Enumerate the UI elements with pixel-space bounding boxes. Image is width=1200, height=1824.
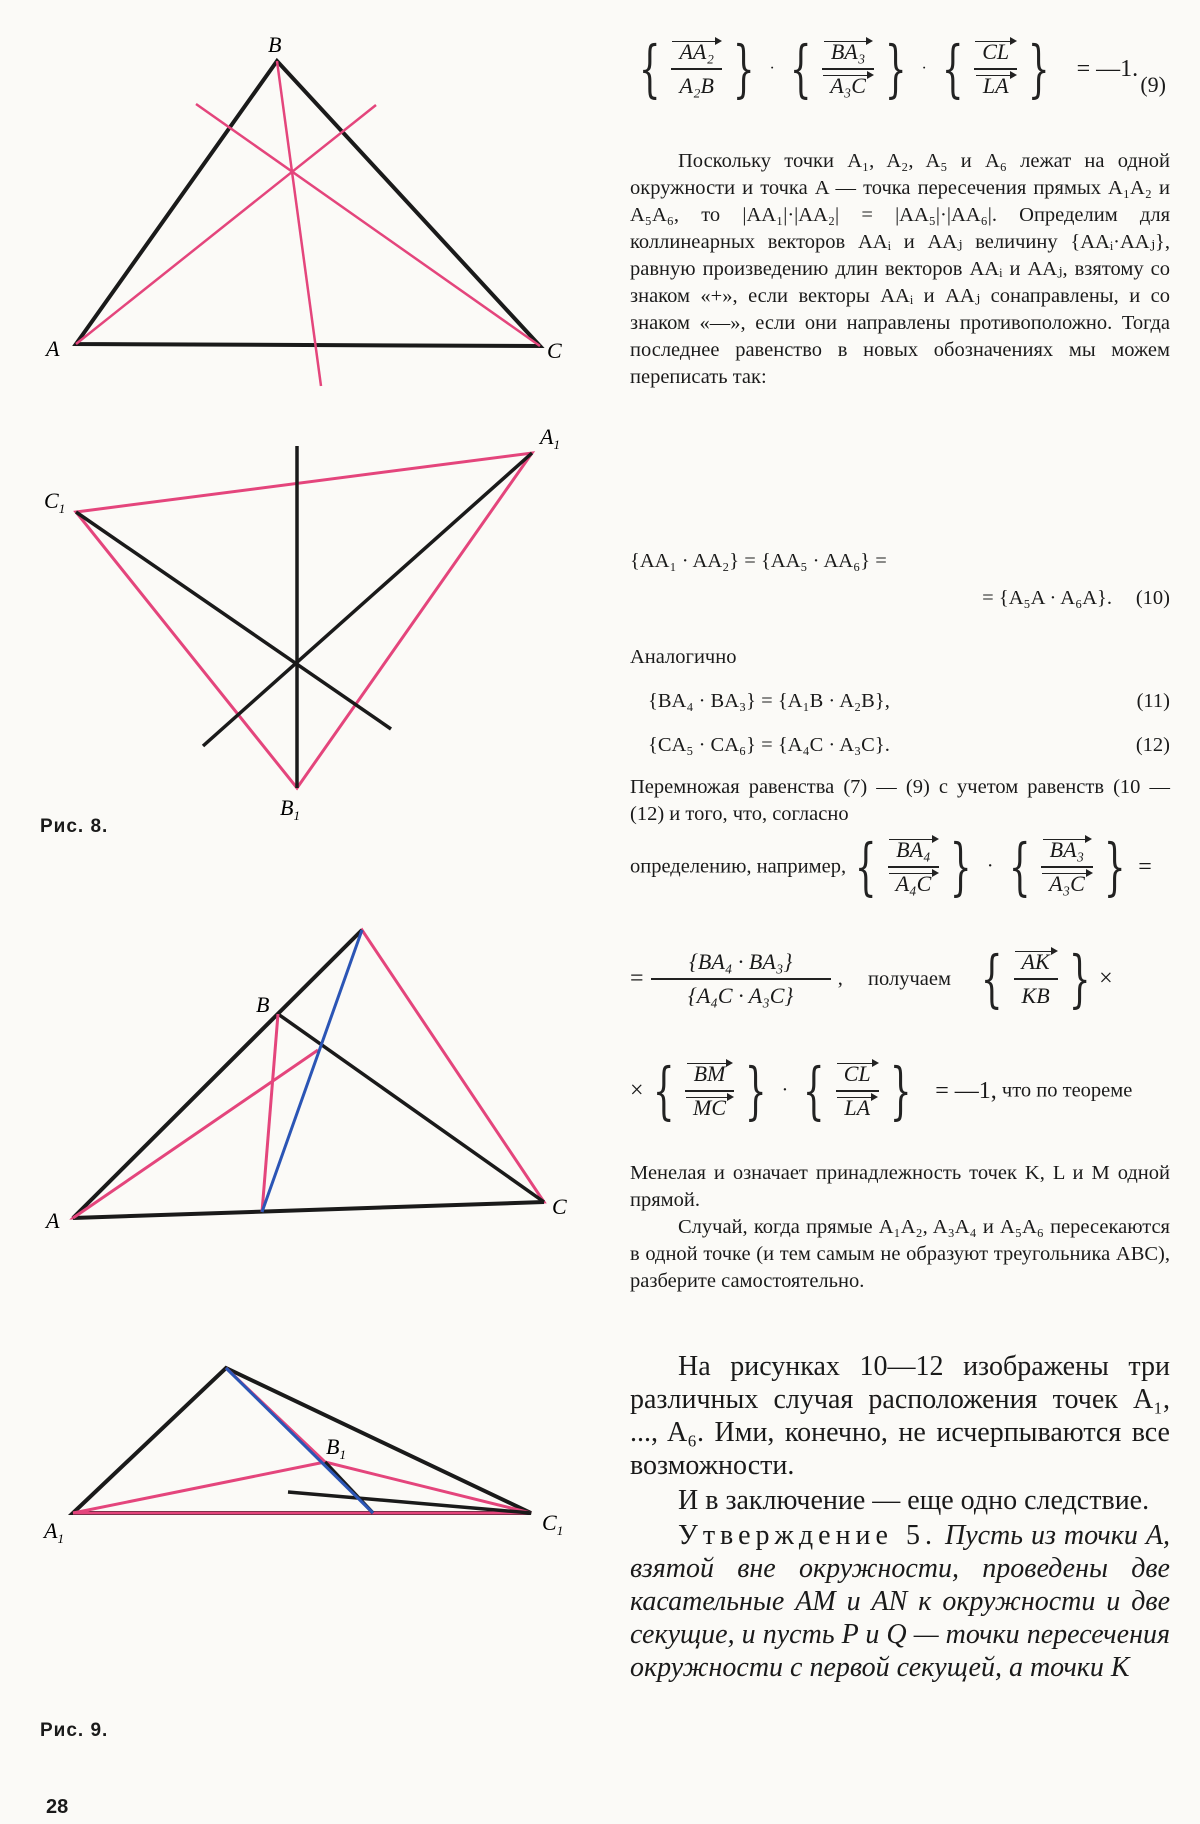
label-B: B (256, 992, 270, 1017)
fig9-top-triangle (73, 930, 544, 1218)
paragraph-1: Поскольку точки A₁, A₂, A₅ и A₆ лежат на одной окружности и точка A — точка пересечения прямых A₁A₂ и A₅A₆, то |AA₁|·|AA₂| = |AA₅|·|AA₆|. Определим для коллинеарных векторов AAᵢ и AAⱼ величину {AAᵢ·AAⱼ}, равную произведению длин векторов AAᵢ и AAⱼ, взятому со знаком «+», если векторы AAᵢ и AAⱼ сонаправлены, и со знаком «—», если они направлены противоположно. Тогда последнее равенство в новых обозначениях мы можем переписать так: (630, 150, 1170, 388)
fig8-top-triangle (76, 61, 540, 386)
label-C1: $C_1$ (542, 1510, 564, 1538)
label-C: C (552, 1194, 567, 1219)
big-fraction-row: = $\frac{\text{\{BA₄ · BA₃\}}}{\text{\{A₄C · A₃C\}}}$ , получаем { $\frac{AK}{KB}$ } × (630, 942, 1113, 1015)
cevian-line (277, 61, 321, 386)
label-B1: $B_1$ (280, 795, 300, 823)
label-A: A (46, 336, 60, 361)
label-C: C (547, 338, 562, 363)
figures-canvas (0, 0, 620, 1560)
paragraph-2: Перемножая равенства (7) — (9) с учетом равенств (10 — (12) и того, что, согласно (630, 776, 1170, 825)
label-A1: $A_1$ (44, 1518, 64, 1546)
label-A: A (46, 1208, 60, 1233)
label-A1: $A_1$ (540, 424, 560, 452)
cevian-line (76, 105, 376, 344)
fig9-bottom-triangle (73, 1368, 531, 1513)
paragraph-4: Случай, когда прямые A₁A₂, A₃A₄ и A₅A₆ пересекаются в одной точке (и тем самым не образуют треугольника ABC), разберите самостоятельно. (630, 1216, 1170, 1292)
fig9-caption: Рис. 9. (40, 1720, 109, 1741)
label-B: B (268, 32, 282, 57)
label-C1: $C_1$ (44, 488, 66, 516)
label-B1: $B_1$ (326, 1434, 346, 1462)
example-fraction: определению, например, { $\frac{\text{BA₄}}{\text{A₄C}}$ } · { $\frac{\text{BA₃}}{\text{A₃C}}$ } = (630, 830, 1152, 903)
blue-line (262, 930, 362, 1212)
page-number: 28 (46, 1796, 69, 1818)
eq-number: (9) (1140, 72, 1166, 97)
altitude-line (203, 453, 532, 746)
equation-12: {CA₅ · CA₆} = {A₄C · A₃C}. (12) (648, 734, 1170, 756)
equation-9: { $\frac{\text{AA₂}}{\text{A₂B}}$ } · { $\frac{\text{BA₃}}{\text{A₃C}}$ } · { $\frac{CL}{LA}$ } = —1. (9) (638, 32, 1166, 105)
equation-11: {BA₄ · BA₃} = {A₁B · A₂B}, (11) (648, 690, 1170, 712)
paragraph-3: Менелая и означает принадлежность точек K, L и M одной прямой. (630, 1162, 1170, 1211)
equation-10: {AA₁ · AA₂} = {AA₅ · AA₆} = = {A₅A · A₆A}. (10) (630, 550, 1170, 609)
large-text: На рисунках 10—12 изображены три различных случая расположения точек A₁, ..., A₆. Ими, конечно, не исчерпываются все возможности. И в заключение — еще одно следствие. Утверждение 5. Пусть из точки A, взятой вне окружности, проведены две касательные AM и AN к окружности и две секущие, и пусть P и Q — точки пересечения окружности с первой секущей, а точки K (630, 1351, 1170, 1683)
analog-label: Аналогично (630, 646, 737, 668)
cevian-line (196, 104, 540, 346)
fig8-bottom-triangle (76, 446, 532, 788)
fig8-caption: Рис. 8. (40, 816, 109, 837)
menelaus-row: × { $\frac{BM}{MC}$ } · { $\frac{CL}{LA}$ } = —1, что по теореме (630, 1054, 1133, 1127)
